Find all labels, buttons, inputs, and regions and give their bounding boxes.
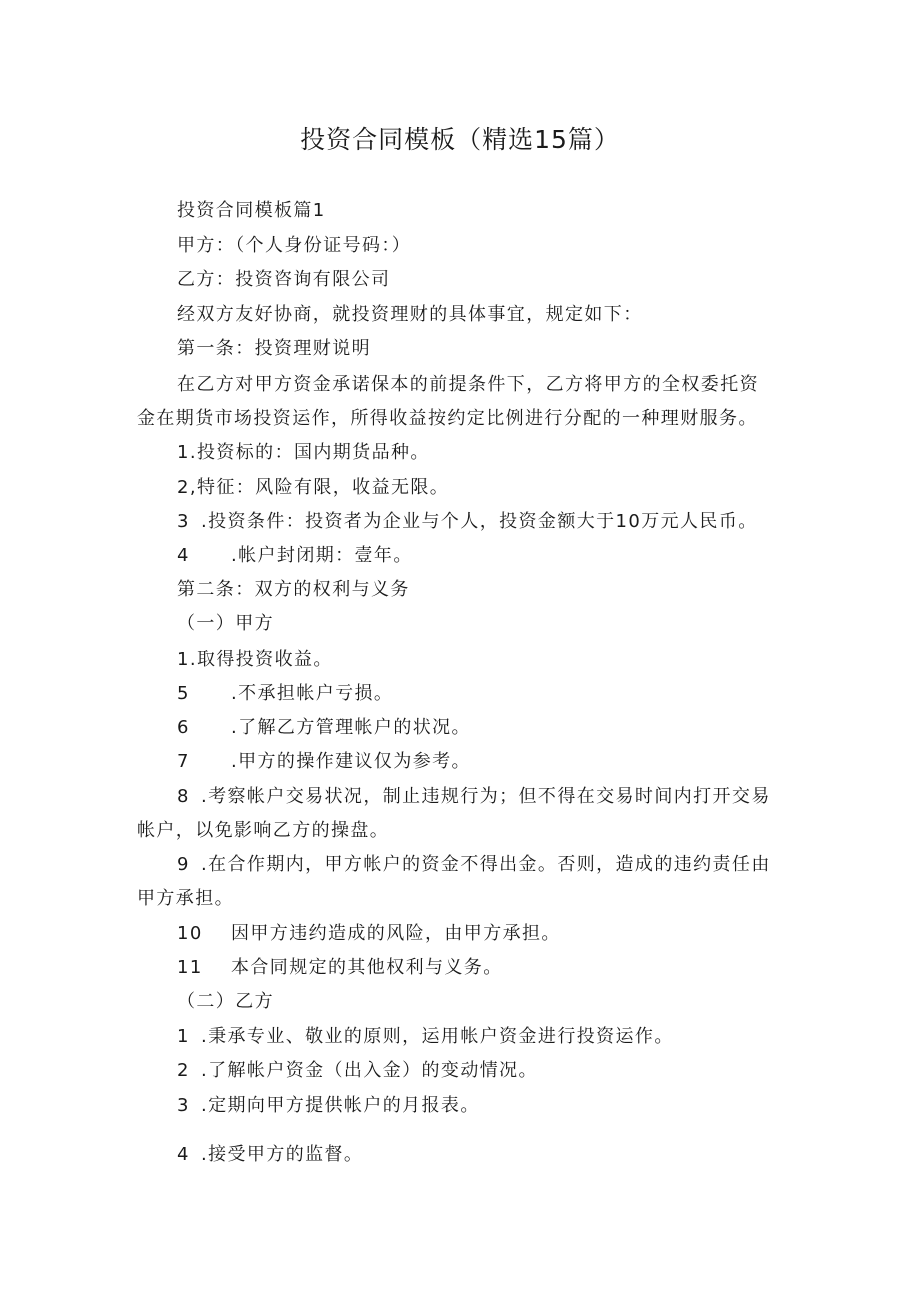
article-heading: 第二条：双方的权利与义务 <box>177 579 410 600</box>
paragraph-line: 在乙方对甲方资金承诺保本的前提条件下，乙方将甲方的全权委托资 <box>177 374 759 395</box>
paragraph-line: 金在期货市场投资运作，所得收益按约定比例进行分配的一种理财服务。 <box>137 408 758 429</box>
list-item: 4 .接受甲方的监督。 <box>177 1144 364 1165</box>
subsection-heading: （二）乙方 <box>177 991 274 1012</box>
list-item: 2 .了解帐户资金（出入金）的变动情况。 <box>177 1060 538 1081</box>
list-item: 1.投资标的：国内期货品种。 <box>177 442 430 463</box>
list-number: 9 <box>177 854 190 875</box>
list-number: 2 <box>177 1060 190 1081</box>
document-title: 投资合同模板（精选15篇） <box>300 125 620 154</box>
article-heading: 第一条：投资理财说明 <box>177 338 371 359</box>
list-number: 1 <box>177 1026 190 1047</box>
list-number: 6 <box>177 717 190 738</box>
preamble-line: 经双方友好协商，就投资理财的具体事宜，规定如下： <box>177 304 643 325</box>
list-item: 11 本合同规定的其他权利与义务。 <box>177 957 503 978</box>
list-number: 11 <box>177 957 203 978</box>
list-item: 3 .定期向甲方提供帐户的月报表。 <box>177 1095 480 1116</box>
list-item: 9 .在合作期内，甲方帐户的资金不得出金。否则，造成的违约责任由 <box>177 854 771 875</box>
list-number: 4 <box>177 545 190 566</box>
list-item: 4 .帐户封闭期：壹年。 <box>177 545 413 566</box>
paragraph-line: 甲方承担。 <box>137 888 234 909</box>
list-item: 1 .秉承专业、敬业的原则，运用帐户资金进行投资运作。 <box>177 1026 674 1047</box>
list-number: 8 <box>177 786 190 807</box>
list-item: 10 因甲方违约造成的风险，由甲方承担。 <box>177 923 561 944</box>
list-number: 5 <box>177 683 190 704</box>
party-a-line: 甲方：（个人身份证号码：） <box>177 235 412 256</box>
list-number: 3 <box>177 511 190 532</box>
list-item: 5 .不承担帐户亏损。 <box>177 683 394 704</box>
list-number: 3 <box>177 1095 190 1116</box>
party-b-line: 乙方：投资咨询有限公司 <box>177 269 391 290</box>
list-item: 8 .考察帐户交易状况，制止违规行为；但不得在交易时间内打开交易 <box>177 786 771 807</box>
section-heading: 投资合同模板篇1 <box>177 200 326 221</box>
list-number: 10 <box>177 923 203 944</box>
list-item: 3 .投资条件：投资者为企业与个人，投资金额大于10万元人民币。 <box>177 511 758 532</box>
list-item: 7 .甲方的操作建议仅为参考。 <box>177 751 471 772</box>
list-number: 7 <box>177 751 190 772</box>
list-item: 2,特征：风险有限，收益无限。 <box>177 477 450 498</box>
subsection-heading: （一）甲方 <box>177 613 274 634</box>
list-item: 1.取得投资收益。 <box>177 649 333 670</box>
list-number: 4 <box>177 1144 190 1165</box>
list-item: 6 .了解乙方管理帐户的状况。 <box>177 717 471 738</box>
paragraph-line: 帐户，以免影响乙方的操盘。 <box>137 820 390 841</box>
